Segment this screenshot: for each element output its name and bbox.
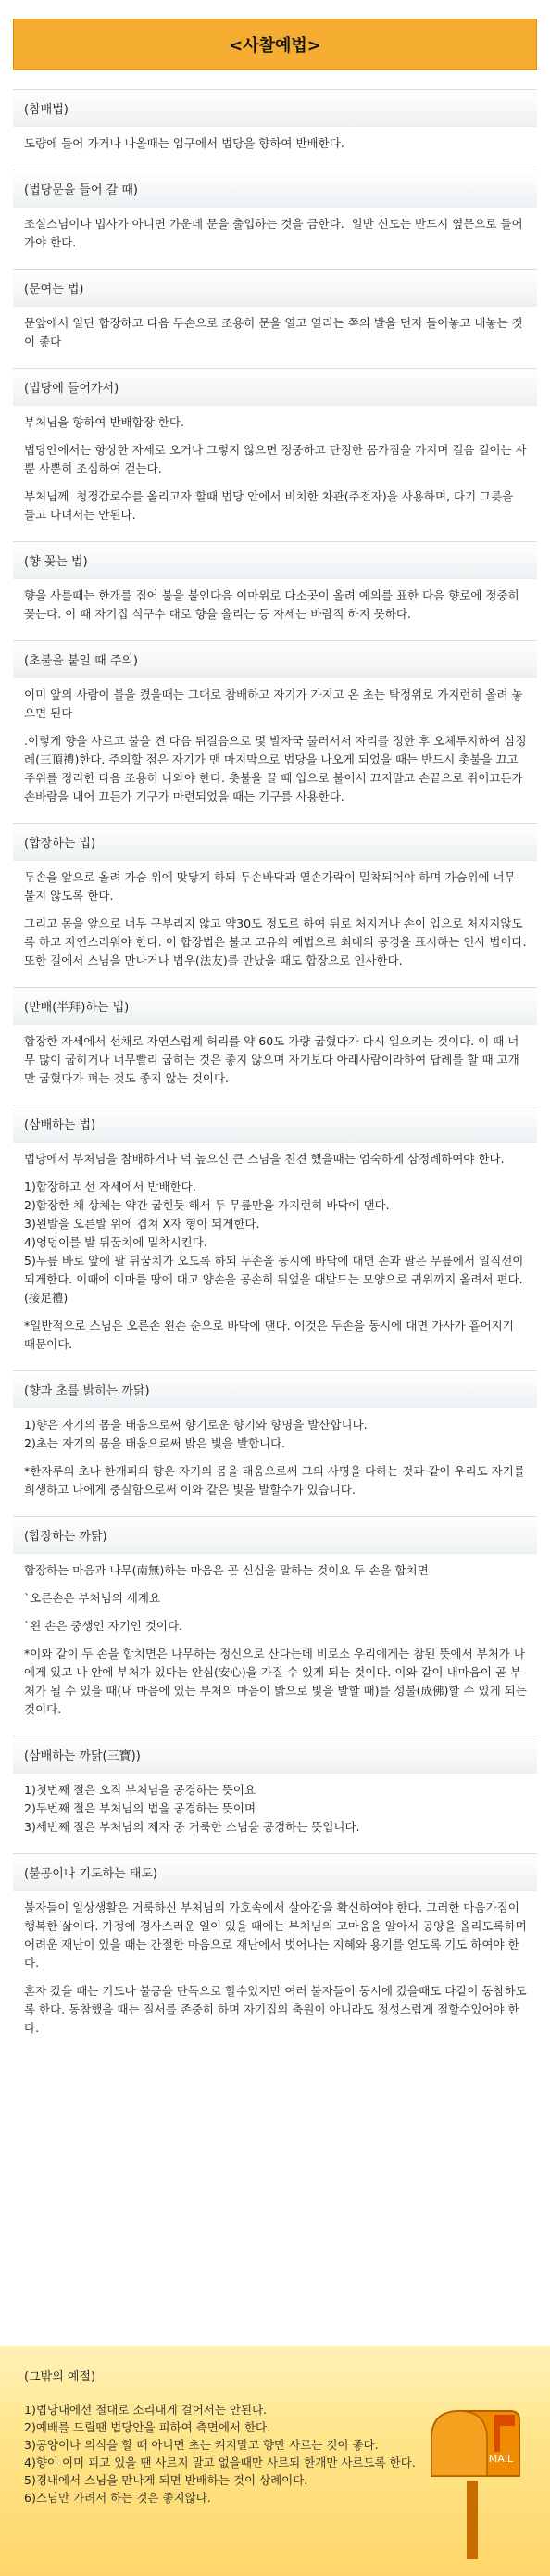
section (13, 170, 537, 252)
page-title: <사찰예법> (229, 36, 321, 56)
section-paragraph: 법당안에서는 항상한 자세로 오거나 그렇지 않으면 정중하고 단정한 몸가짐을 가지며 걸음 걸이는 사뿐 사뿐히 조심하여 걷는다. (24, 443, 527, 475)
section (13, 1516, 537, 1719)
section-paragraph: 그리고 몸을 앞으로 너무 구부리지 않고 약30도 정도로 하여 뒤로 처지거나 손이 입으로 처지지않도록 하고 자연스러워야 한다. 이 합장법은 불교 고유의 예법으로 최대의 공경을 표시하는 인사 법이다. 또한 길에서 스님을 만나거나 법우(法友)를 만났을 때도 합장으로 인사한다. (24, 916, 531, 967)
bottom-line: 1)법당내에선 절대로 소리내게 걸어서는 안된다. (24, 2403, 268, 2417)
section (13, 1853, 537, 2038)
section (13, 823, 537, 970)
mailbox-label: MAIL (488, 2453, 514, 2465)
section-paragraph: 불자들이 일상생활은 거룩하신 부처님의 가호속에서 살아감을 확신하여야 한다. 그러한 마음가짐이 행복한 삶이다. 가정에 경사스러운 일이 있을 때에는 부처님의 고마움을 알아서 공양을 올리도록하며 어려운 재난이 있을 때는 간절한 마음으로 재난에서 벗어나는 지혜와 용기를 얻도록 기도 하여야 한다. (24, 1900, 531, 1970)
section-paragraph: 1)첫번째 절은 오직 부처님을 공경하는 뜻이요 2)두번째 절은 부처님의 법을 공경하는 뜻이며 3)세번째 절은 부처님의 제자 중 거룩한 스님을 공경하는 뜻입니다. (24, 1783, 360, 1834)
section-paragraph: *이와 같이 두 손을 합치면은 나무하는 정신으로 산다는데 비로소 우리에게는 참된 뜻에서 부처가 나에게 있고 나 안에 부처가 있다는 안심(安心)을 가질 수 있게 되는 것이다. 이와 같이 내마음이 곧 부처가 될 수 있을 때(내 마음에 있는 부처의 마음이 밝으로 빛을 발할 때)를 성불(成佛)할 수 있게 되는 것이다. (24, 1647, 531, 1716)
bottom-line: 5)경내에서 스님을 만나게 되면 반배하는 것이 상례이다. (24, 2473, 308, 2487)
section-heading: (참배법) (13, 89, 537, 127)
section-heading: (법당에 들어가서) (13, 368, 537, 406)
section (13, 541, 537, 624)
bottom-heading: (그밖의 예절) (24, 2370, 96, 2384)
section-heading: (문여는 법) (13, 269, 537, 307)
section-paragraph: *일반적으로 스님은 오른손 왼손 순으로 바닥에 댄다. 이것은 두손을 동시에 대면 가사가 흩어지기 때문이다. (24, 1319, 518, 1351)
bottom-line: 4)향이 이미 피고 있을 땐 사르지 말고 없을때만 사르되 한개만 사르도록 한다. (24, 2456, 416, 2469)
section-paragraph: 향을 사를때는 한개를 집어 불을 붙인다음 이마위로 다소곳이 올려 예의를 표한 다음 향로에 정중히 꽂는다. 이 때 자기집 식구수 대로 향을 올리는 등 자세는 바람직 하지 못하다. (24, 588, 523, 621)
section-paragraph: *한자루의 초나 한개피의 향은 자기의 몸을 태움으로써 그의 사명을 다하는 것과 같이 우리도 자기를 희생하고 나에게 충실함으로써 이와 같은 빛을 발할수가 있습니다. (24, 1464, 529, 1496)
section-paragraph: 도량에 들어 가거나 나올때는 입구에서 법당을 향하여 반배한다. (24, 136, 344, 150)
section-paragraph: 두손을 앞으로 올려 가슴 위에 맞닿게 하되 두손바닥과 열손가락이 밀착되어야 하며 가슴위에 너무 붙지 않도록 한다. (24, 870, 519, 903)
section-paragraph: 부처님께 청정갑로수를 올리고자 할때 법당 안에서 비치한 차관(주전자)을 사용하며, 다기 그릇을 들고 다녀서는 안된다. (24, 489, 518, 522)
section-heading: (불공이나 기도하는 태도) (13, 1853, 537, 1891)
section-paragraph: 법당에서 부처님을 참배하거나 덕 높으신 큰 스님을 친견 했을때는 엄숙하게 삼정례하여야 한다. (24, 1152, 505, 1166)
section (13, 1736, 537, 1837)
title-box (13, 19, 537, 70)
section-heading: (삼배하는 법) (13, 1105, 537, 1143)
section-heading: (향 꽂는 법) (13, 541, 537, 579)
section-heading: (향과 초를 밝히는 까닭) (13, 1370, 537, 1408)
section-paragraph: 혼자 갔을 때는 기도나 불공을 단독으로 할수있지만 여러 불자들이 동시에 갔을때도 다같이 동참하도록 한다. 동참했을 때는 질서를 존중히 하며 자기집의 축원이 아니라도 정성스럽게 절할수있어야 한다. (24, 1984, 527, 2035)
bottom-line: 6)스님만 가려서 하는 것은 좋지않다. (24, 2491, 211, 2505)
section (13, 1105, 537, 1354)
section (13, 368, 537, 524)
section (13, 269, 537, 351)
mailbox-icon (422, 2402, 524, 2559)
section-paragraph: 합장한 자세에서 선채로 자연스럽게 허리를 약 60도 가량 굽혔다가 다시 일으키는 것이다. 이 때 너무 많이 굽히거나 너무빨리 굽히는 것은 좋지 않으며 자기보다 아래사람이라하여 답례를 할 때 고개만 굽혔다가 펴는 것도 좋지 않는 것이다. (24, 1034, 519, 1085)
section-heading: (합장하는 까닭) (13, 1516, 537, 1554)
section-paragraph: 조실스님이나 법사가 아니면 가운데 문을 출입하는 것을 금한다. 일반 신도는 반드시 옆문으로 들어가야 한다. (24, 217, 523, 249)
section-heading: (반배(半拜)하는 법) (13, 987, 537, 1025)
bottom-line: 2)예배를 드릴땐 법당안을 피하여 측면에서 한다. (24, 2420, 271, 2434)
content (13, 89, 537, 2054)
section-heading: (합장하는 법) (13, 823, 537, 861)
section (13, 987, 537, 1088)
section-paragraph: 이미 앞의 사람이 불을 켰을때는 그대로 참배하고 자기가 가지고 온 초는 탁정위로 가지런히 올려 놓으면 된다 (24, 688, 523, 720)
section-heading: (삼배하는 까닭(三寶)) (13, 1736, 537, 1774)
bottom-line: 3)공양이나 의식을 할 때 아니면 초는 켜지말고 향만 사르는 것이 좋다. (24, 2438, 379, 2452)
section-paragraph: `오른손은 부처님의 세계요 (24, 1591, 161, 1605)
section-paragraph: 문앞에서 일단 합장하고 다음 두손으로 조용히 문을 열고 열리는 쪽의 발을 먼저 들어놓고 내놓는 것이 좋다 (24, 316, 523, 348)
section (13, 1370, 537, 1499)
section (13, 89, 537, 153)
section-paragraph: 1)향은 자기의 몸을 태움으로써 향기로운 향기와 향명을 발산합니다. 2)초는 자기의 몸을 태움으로써 밝은 빛을 발합니다. (24, 1418, 368, 1450)
section-paragraph: `왼 손은 중생인 자기인 것이다. (24, 1619, 183, 1633)
section-paragraph: .이렇게 향을 사르고 불을 켠 다음 뒤걸음으로 몇 발자국 물러서서 자리를 정한 후 오체투지하여 삼정례(三頂禮)한다. 주의할 점은 자기가 맨 마지막으로 법당을 나오게 되었을 때는 반드시 촛불을 끄고 주위를 정리한 다음 조용히 나와야 한다. 촛불을 끌 때 입으로 불어서 끄지말고 손끝으로 쥐어끄든가 손바람을 내어 끄든가 기구가 마련되었을 때는 기구를 사용한다. (24, 734, 527, 803)
section-heading: (초불을 붙일 때 주의) (13, 640, 537, 678)
section-paragraph: 1)합장하고 선 자세에서 반배한다. 2)합장한 채 상체는 약간 굽힌듯 해서 두 무릎만을 가지런히 바닥에 댄다. 3)왼발을 오른발 위에 겹쳐 X자 형이 되게한다. 4)엉덩이를 발 뒤꿈치에 밀착시킨다. 5)무릎 바로 앞에 팔 뒤꿈치가 오도록 하되 두손을 동시에 바닥에 대면 손과 팔은 무릎에서 일직선이 되게한다. 이때에 이마를 땅에 대고 양손을 공손히 뒤엎을 때받드는 모양으로 귀위까지 올려서 편다.(接足禮) (24, 1180, 524, 1305)
section (13, 640, 537, 806)
section-paragraph: 합장하는 마음과 나무(南無)하는 마음은 곧 신심을 말하는 것이요 두 손을 합치면 (24, 1563, 429, 1577)
section-paragraph: 부처님을 향하여 반배합장 한다. (24, 415, 184, 429)
section-heading: (법당문을 들어 갈 때) (13, 170, 537, 208)
